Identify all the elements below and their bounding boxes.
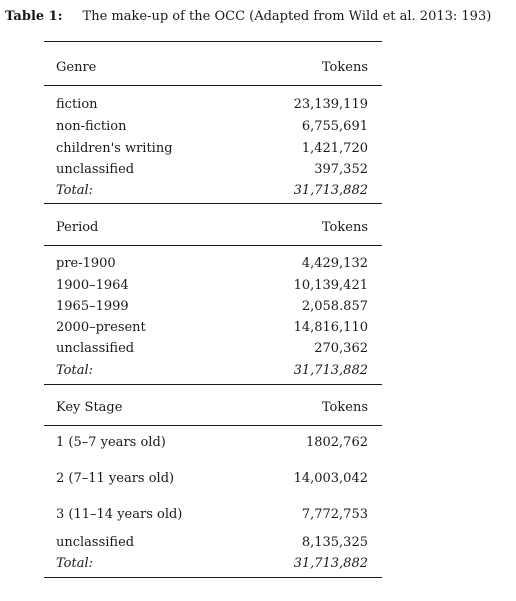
table-row bbox=[44, 533, 382, 553]
table-row bbox=[44, 160, 382, 180]
table-row bbox=[44, 318, 382, 338]
total-row bbox=[44, 361, 382, 381]
header-label: Key Stage bbox=[56, 400, 123, 415]
section-header-genre bbox=[44, 58, 382, 78]
row-value: 2,058.857 bbox=[301, 299, 368, 314]
row-label: fiction bbox=[56, 97, 98, 112]
header-rule bbox=[44, 425, 382, 426]
row-value: 8,135,325 bbox=[301, 535, 368, 550]
table-row bbox=[44, 469, 382, 489]
table-row bbox=[44, 339, 382, 359]
row-value: 23,139,119 bbox=[293, 97, 368, 112]
row-label: 1965–1999 bbox=[56, 299, 129, 314]
total-value: 31,713,882 bbox=[293, 183, 368, 198]
row-label: 2 (7–11 years old) bbox=[56, 471, 175, 486]
table-row bbox=[44, 505, 382, 525]
caption-label: Table 1: bbox=[5, 9, 63, 24]
table-row bbox=[44, 276, 382, 296]
row-label: 1 (5–7 years old) bbox=[56, 435, 166, 450]
header-label: Genre bbox=[56, 60, 97, 75]
caption-text: The make-up of the OCC (Adapted from Wild et al. 2013: 193) bbox=[82, 9, 492, 24]
total-label: Total: bbox=[56, 556, 94, 571]
section-header-period bbox=[44, 218, 382, 238]
row-label: unclassified bbox=[56, 341, 135, 356]
row-value: 397,352 bbox=[314, 162, 368, 177]
row-value: 7,772,753 bbox=[301, 507, 368, 522]
header-tokens: Tokens bbox=[321, 220, 368, 235]
row-value: 1,421,720 bbox=[301, 141, 368, 156]
occ-table bbox=[44, 0, 382, 601]
row-label: pre-1900 bbox=[56, 256, 116, 271]
total-value: 31,713,882 bbox=[293, 363, 368, 378]
total-label: Total: bbox=[56, 363, 94, 378]
table-row bbox=[44, 254, 382, 274]
row-label: unclassified bbox=[56, 162, 135, 177]
row-value: 6,755,691 bbox=[301, 119, 368, 134]
total-row bbox=[44, 181, 382, 201]
total-label: Total: bbox=[56, 183, 94, 198]
header-label: Period bbox=[56, 220, 99, 235]
table-top-rule bbox=[44, 41, 382, 42]
row-label: children's writing bbox=[56, 141, 173, 156]
header-tokens: Tokens bbox=[321, 400, 368, 415]
row-label: 1900–1964 bbox=[56, 278, 129, 293]
row-label: 2000–present bbox=[56, 320, 146, 335]
row-label: non-fiction bbox=[56, 119, 127, 134]
section-rule bbox=[44, 203, 382, 204]
header-rule bbox=[44, 85, 382, 86]
row-value: 4,429,132 bbox=[301, 256, 368, 271]
table-row bbox=[44, 433, 382, 453]
row-value: 14,003,042 bbox=[293, 471, 368, 486]
header-rule bbox=[44, 245, 382, 246]
row-value: 270,362 bbox=[314, 341, 368, 356]
table-row bbox=[44, 95, 382, 115]
total-value: 31,713,882 bbox=[293, 556, 368, 571]
row-label: unclassified bbox=[56, 535, 135, 550]
row-value: 14,816,110 bbox=[293, 320, 368, 335]
section-header-key-stage bbox=[44, 398, 382, 418]
section-rule bbox=[44, 384, 382, 385]
row-label: 3 (11–14 years old) bbox=[56, 507, 183, 522]
table-row bbox=[44, 117, 382, 137]
header-tokens: Tokens bbox=[321, 60, 368, 75]
table-bottom-rule bbox=[44, 577, 382, 578]
table-row bbox=[44, 297, 382, 317]
table-row bbox=[44, 139, 382, 159]
row-value: 10,139,421 bbox=[293, 278, 368, 293]
total-row bbox=[44, 554, 382, 574]
row-value: 1802,762 bbox=[305, 435, 368, 450]
